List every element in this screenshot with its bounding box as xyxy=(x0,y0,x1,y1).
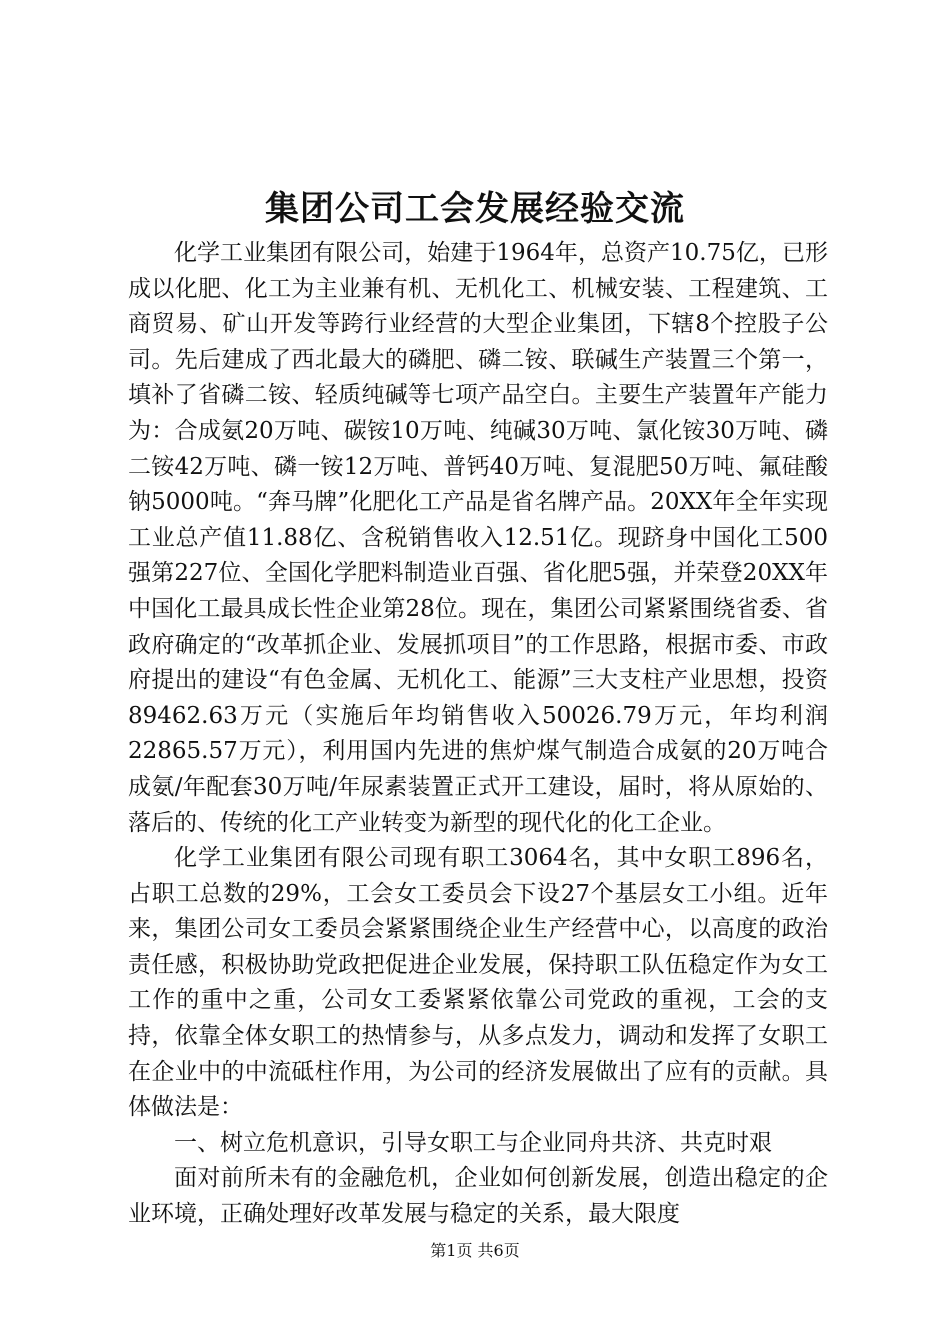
paragraph-financial-crisis: 面对前所未有的金融危机，企业如何创新发展，创造出稳定的企业环境，正确处理好改革发展与稳定的关系，最大限度 xyxy=(128,1165,828,1228)
section-heading-1: 一、树立危机意识，引导女职工与企业同舟共济、共克时艰 xyxy=(174,1129,772,1156)
document-body xyxy=(128,236,828,1233)
document-title: 集团公司工会发展经验交流 xyxy=(265,189,685,229)
paragraph-company-overview: 化学工业集团有限公司，始建于1964年，总资产10.75亿，已形成以化肥、化工为主业兼有机、无机化工、机械安装、工程建筑、工商贸易、矿山开发等跨行业经营的大型企业集团，下辖8个控股子公司。先后建成了西北最大的磷肥、磷二铵、联碱生产装置三个第一，填补了省磷二铵、轻质纯碱等七项产品空白。主要生产装置年产能力为：合成氨20万吨、碳铵10万吨、纯碱30万吨、氯化铵30万吨、磷二铵42万吨、磷一铵12万吨、普钙40万吨、复混肥50万吨、氟硅酸钠5000吨。“奔马牌”化肥化工产品是省名牌产品。20XX年全年实现工业总产值11.88亿、含税销售收入12.51亿。现跻身中国化工500强第227位、全国化学肥料制造业百强、省化肥5强，并荣登20XX年中国化工最具成长性企业第28位。现在，集团公司紧紧围绕省委、省政府确定的“改革抓企业、发展抓项目”的工作思路，根据市委、市政府提出的建设“有色金属、无机化工、能源”三大支柱产业思想，投资89462.63万元（实施后年均销售收入50026.79万元，年均利润22865.57万元），利用国内先进的焦炉煤气制造合成氨的20万吨合成氨/年配套30万吨/年尿素装置正式开工建设，届时，将从原始的、落后的、传统的化工产业转变为新型的现代化的化工企业。 xyxy=(128,240,828,836)
page-footer: 第1页 共6页 xyxy=(430,1241,520,1260)
paragraph-female-workers: 化学工业集团有限公司现有职工3064名，其中女职工896名，占职工总数的29%，工会女工委员会下设27个基层女工小组。近年来，集团公司女工委员会紧紧围绕企业生产经营中心，以高度的政治责任感，积极协助党政把促进企业发展，保持职工队伍稳定作为女工工作的重中之重，公司女工委紧紧依靠公司党政的重视，工会的支持，依靠全体女职工的热情参与，从多点发力，调动和发挥了女职工在企业中的中流砥柱作用，为公司的经济发展做出了应有的贡献。具体做法是： xyxy=(128,845,828,1121)
